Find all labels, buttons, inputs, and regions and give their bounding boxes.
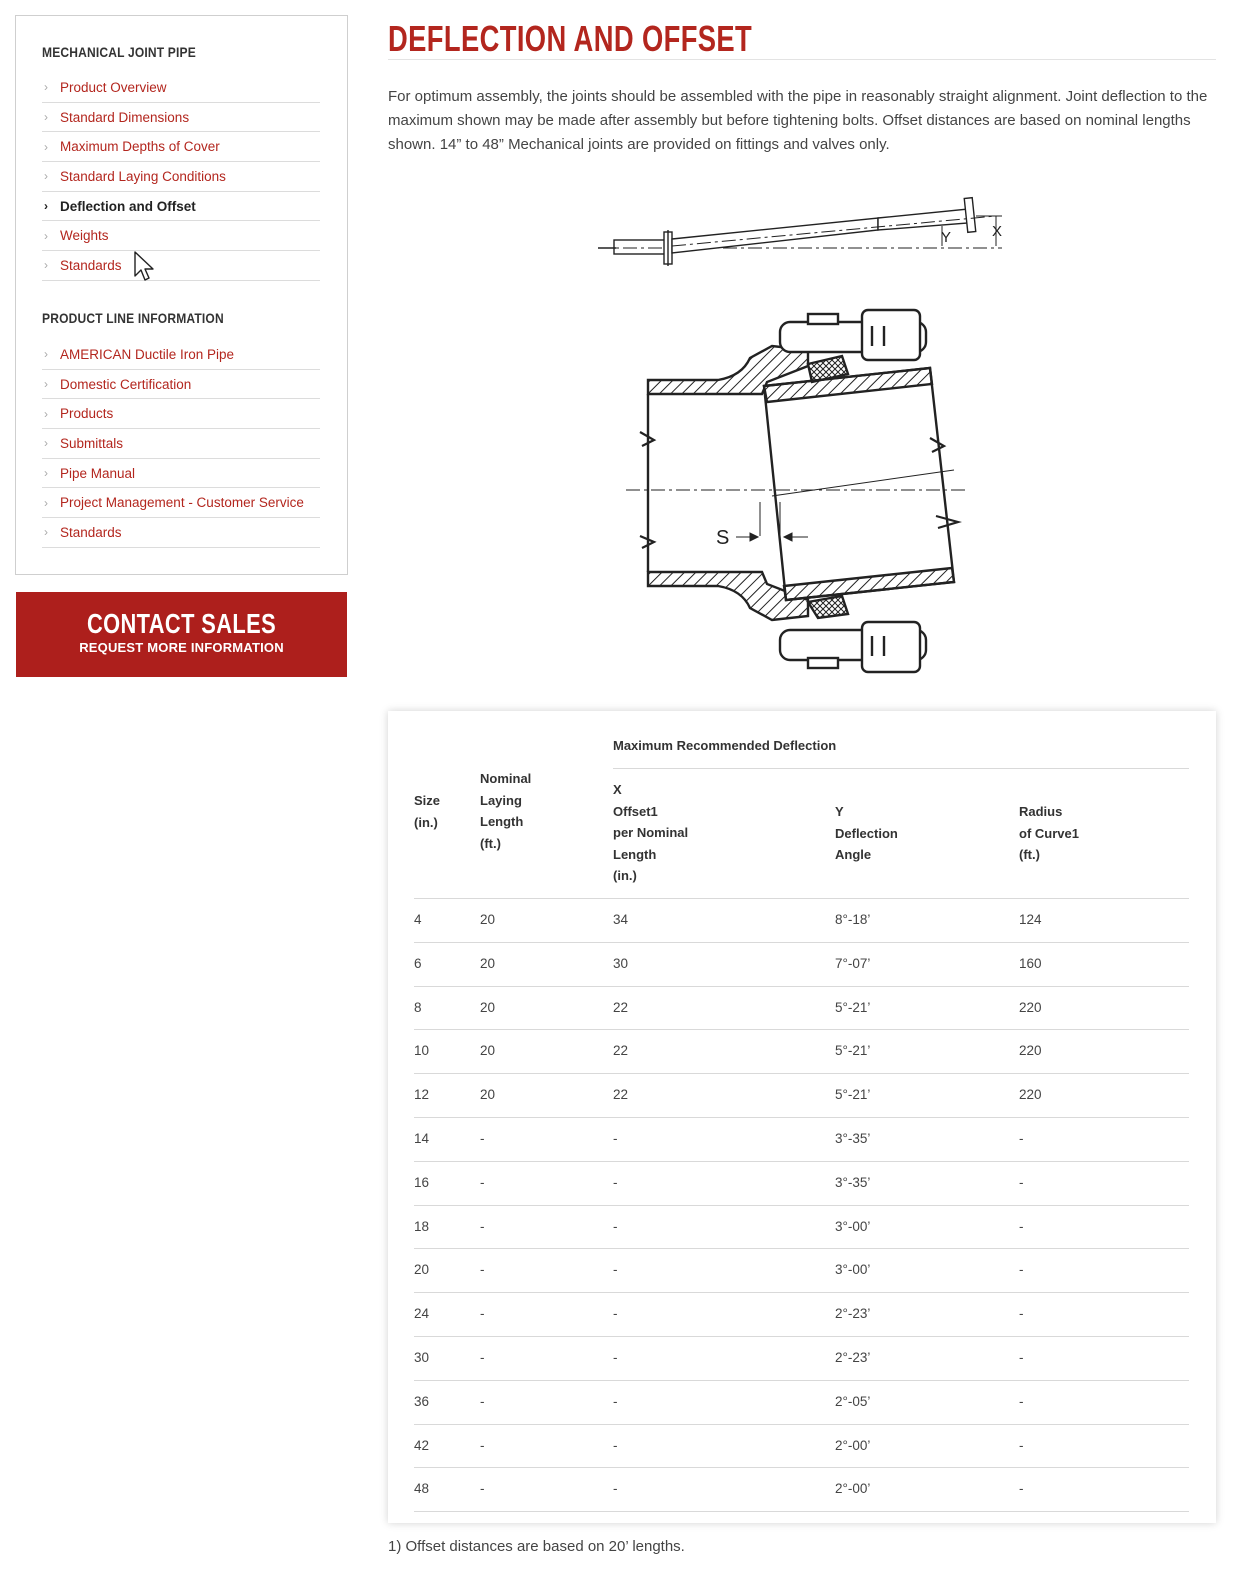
cell-deflection-angle: 2°-00’: [835, 1481, 871, 1497]
column-header-deflection-angle: [835, 801, 898, 866]
chevron-right-icon: ›: [44, 228, 48, 243]
column-header-line: of Curve1: [1019, 825, 1079, 841]
column-header-line: Size: [414, 793, 441, 808]
cell-offset: 34: [613, 912, 629, 927]
sidebar-item-label: AMERICAN Ductile Iron Pipe: [60, 346, 235, 362]
sidebar-item-label: Product Overview: [60, 79, 167, 95]
cell-size: 20: [414, 1262, 430, 1278]
cell-offset: -: [613, 1437, 618, 1453]
cell-radius: -: [1019, 1437, 1024, 1453]
column-header-line: per Nominal: [613, 825, 689, 841]
cell-laying-length: -: [480, 1437, 485, 1453]
contact-sales-button[interactable]: [16, 592, 347, 677]
sidebar-item-label: Deflection and Offset: [60, 198, 196, 214]
cell-radius: -: [1019, 1131, 1024, 1146]
sidebar-item-label: Maximum Depths of Cover: [60, 139, 220, 155]
column-header-line: Laying: [480, 792, 522, 808]
cell-laying-length: -: [480, 1393, 485, 1409]
table-group-header: Maximum Recommended Deflection: [613, 738, 837, 753]
chevron-right-icon: ›: [44, 525, 48, 540]
cell-size: 30: [414, 1350, 430, 1365]
sidebar-item-label: Standards: [60, 257, 122, 273]
sidebar-item-domestic-certification[interactable]: [42, 370, 320, 400]
chevron-right-icon: ›: [44, 436, 48, 451]
table-row: [414, 1292, 1189, 1336]
cell-radius: 220: [1019, 999, 1042, 1015]
cell-offset: -: [613, 1174, 618, 1190]
sidebar-item-project-management-customer-service[interactable]: [42, 488, 320, 518]
cell-deflection-angle: 7°-07’: [835, 955, 871, 971]
chevron-right-icon: ›: [44, 110, 48, 125]
sidebar-section-title-product-line: PRODUCT LINE INFORMATION: [42, 310, 224, 326]
cell-offset: -: [613, 1218, 618, 1234]
cell-laying-length: -: [480, 1174, 485, 1190]
cell-size: 4: [414, 912, 422, 927]
mouse-pointer-icon: [133, 250, 155, 282]
column-header-line: (in.): [414, 814, 438, 830]
cell-size: 12: [414, 1087, 430, 1103]
column-header-line: Angle: [835, 847, 872, 863]
sidebar-item-submittals[interactable]: [42, 429, 320, 459]
cell-laying-length: -: [480, 1306, 485, 1322]
chevron-right-icon: ›: [44, 495, 48, 510]
chevron-right-icon: ›: [44, 466, 48, 481]
cell-size: 48: [414, 1481, 430, 1497]
diagram-label-y: Y: [941, 229, 952, 246]
cell-radius: -: [1019, 1218, 1024, 1234]
sidebar-item-label: Weights: [60, 228, 109, 244]
table-row: [414, 1424, 1189, 1468]
column-header-line: Nominal: [480, 771, 532, 786]
cell-radius: -: [1019, 1306, 1024, 1322]
cell-radius: -: [1019, 1481, 1024, 1497]
sidebar-item-label: Standard Dimensions: [60, 109, 190, 125]
title-divider: [388, 59, 1216, 60]
sidebar-item-product-overview[interactable]: [42, 73, 320, 103]
intro-paragraph: For optimum assembly, the joints should be assembled with the pipe in reasonably straight alignment. Joint deflection to the maximum shown may be made after assembly but before tightening bolts. Offset distances are based on nominal lengths shown. 14” to 48” Mechanical joints are provided on fittings and valves only.: [388, 88, 1208, 153]
cell-size: 42: [414, 1437, 430, 1453]
column-header-line: Y: [835, 804, 844, 819]
cell-radius: -: [1019, 1174, 1024, 1190]
cell-radius: -: [1019, 1350, 1024, 1365]
chevron-right-icon: ›: [44, 199, 48, 214]
sidebar-item-label: Domestic Certification: [60, 376, 192, 392]
cell-radius: 124: [1019, 912, 1042, 927]
table-row: [414, 1380, 1189, 1424]
cell-offset: -: [613, 1306, 618, 1322]
chevron-right-icon: ›: [44, 258, 48, 273]
table-row: [414, 1117, 1189, 1161]
cell-size: 18: [414, 1218, 430, 1234]
cell-offset: 30: [613, 955, 629, 971]
sidebar-item-standards[interactable]: [42, 251, 320, 281]
contact-sales-title: CONTACT SALES: [86, 608, 277, 639]
sidebar-item-american-ductile-iron-pipe[interactable]: [42, 340, 320, 370]
table-row: [414, 1073, 1189, 1117]
cell-radius: 220: [1019, 1043, 1042, 1059]
table-footnote: 1) Offset distances are based on 20’ lengths.: [388, 1538, 685, 1555]
cell-size: 36: [414, 1393, 430, 1409]
column-header-line: (ft.): [480, 835, 501, 851]
table-row: [414, 1029, 1189, 1073]
sidebar-item-weights[interactable]: [42, 221, 320, 251]
sidebar-item-standard-laying-conditions[interactable]: [42, 162, 320, 192]
sidebar-item-label: Submittals: [60, 435, 124, 451]
column-header-offset: [613, 779, 688, 887]
column-header-line: (in.): [613, 868, 637, 884]
cell-radius: -: [1019, 1393, 1024, 1409]
cell-deflection-angle: 3°-00’: [835, 1218, 871, 1234]
diagram-label-s: S: [716, 527, 730, 549]
joint-cross-section-diagram: [622, 306, 972, 676]
cell-deflection-angle: 2°-05’: [835, 1393, 871, 1409]
cell-size: 16: [414, 1174, 430, 1190]
sidebar-section-title-mechanical: MECHANICAL JOINT PIPE: [42, 44, 196, 60]
column-header-line: Length: [480, 814, 524, 830]
cell-deflection-angle: 3°-00’: [835, 1262, 871, 1278]
cell-laying-length: -: [480, 1262, 485, 1278]
cell-deflection-angle: 2°-00’: [835, 1437, 871, 1453]
column-header-size: [414, 790, 440, 833]
sidebar-list-mechanical: [42, 73, 320, 281]
chevron-right-icon: ›: [44, 169, 48, 184]
sidebar-item-products[interactable]: [42, 399, 320, 429]
cell-laying-length: 20: [480, 912, 496, 927]
cell-laying-length: 20: [480, 955, 496, 971]
column-header-line: Length: [613, 846, 657, 862]
cell-deflection-angle: 2°-23’: [835, 1350, 871, 1365]
sidebar-item-label: Standard Laying Conditions: [60, 168, 226, 184]
table-bottom-border: [414, 1511, 1189, 1512]
column-header-laying-length: [480, 768, 531, 854]
cell-offset: 22: [613, 1087, 629, 1103]
cell-deflection-angle: 5°-21’: [835, 1087, 871, 1103]
sidebar-item-standards[interactable]: [42, 518, 320, 548]
cell-offset: -: [613, 1131, 618, 1146]
cell-deflection-angle: 3°-35’: [835, 1131, 871, 1146]
cell-offset: 22: [613, 999, 629, 1015]
sidebar-item-pipe-manual[interactable]: [42, 459, 320, 489]
cell-size: 6: [414, 955, 422, 971]
sidebar-nav: [15, 15, 348, 575]
column-header-line: X: [613, 782, 622, 797]
cell-radius: 160: [1019, 955, 1042, 971]
sidebar-item-standard-dimensions[interactable]: [42, 103, 320, 133]
column-header-line: Deflection: [835, 825, 898, 841]
cell-size: 10: [414, 1043, 430, 1059]
cell-deflection-angle: 3°-35’: [835, 1174, 871, 1190]
cell-offset: -: [613, 1481, 618, 1497]
cell-radius: 220: [1019, 1087, 1042, 1103]
cell-deflection-angle: 5°-21’: [835, 1043, 871, 1059]
column-header-line: (ft.): [1019, 847, 1040, 863]
sidebar-item-deflection-and-offset[interactable]: [42, 192, 320, 222]
cell-laying-length: -: [480, 1350, 485, 1365]
cell-laying-length: 20: [480, 999, 496, 1015]
cell-radius: -: [1019, 1262, 1024, 1278]
sidebar-list-product-line: [42, 340, 320, 548]
table-row: [414, 942, 1189, 986]
cell-laying-length: -: [480, 1481, 485, 1497]
cell-deflection-angle: 8°-18’: [835, 912, 871, 927]
chevron-right-icon: ›: [44, 80, 48, 95]
cell-offset: 22: [613, 1043, 629, 1059]
chevron-right-icon: ›: [44, 406, 48, 421]
table-row: [414, 1205, 1189, 1249]
table-row: [414, 1248, 1189, 1292]
cell-laying-length: -: [480, 1218, 485, 1234]
chevron-right-icon: ›: [44, 139, 48, 154]
cell-offset: -: [613, 1350, 618, 1365]
column-header-radius-of-curve: [1019, 801, 1079, 866]
table-row: [414, 986, 1189, 1030]
cell-offset: -: [613, 1262, 618, 1278]
cell-laying-length: -: [480, 1131, 485, 1146]
sidebar-item-label: Products: [60, 406, 114, 422]
sidebar-item-label: Pipe Manual: [60, 465, 136, 481]
table-row: [414, 1161, 1189, 1205]
cell-deflection-angle: 5°-21’: [835, 999, 871, 1015]
table-row: [414, 1336, 1189, 1380]
chevron-right-icon: ›: [44, 377, 48, 392]
table-row: [414, 1467, 1189, 1511]
contact-sales-subtitle: REQUEST MORE INFORMATION: [79, 640, 284, 655]
cell-deflection-angle: 2°-23’: [835, 1306, 871, 1322]
page-title: DEFLECTION AND OFFSET: [388, 18, 753, 59]
cell-size: 8: [414, 999, 422, 1015]
cell-size: 24: [414, 1306, 430, 1322]
sidebar-item-label: Project Management - Customer Service: [60, 495, 304, 511]
column-header-line: Radius: [1019, 804, 1063, 819]
chevron-right-icon: ›: [44, 347, 48, 362]
table-group-header-divider: [613, 768, 1189, 769]
cell-size: 14: [414, 1131, 430, 1146]
pipe-deflection-diagram: [596, 196, 1008, 270]
cell-offset: -: [613, 1393, 618, 1409]
diagram-label-x: X: [992, 223, 1003, 240]
table-row: [414, 898, 1189, 942]
cell-laying-length: 20: [480, 1087, 496, 1103]
sidebar-item-label: Standards: [60, 524, 122, 540]
column-header-line: Offset1: [613, 803, 658, 819]
sidebar-item-maximum-depths-of-cover[interactable]: [42, 132, 320, 162]
cell-laying-length: 20: [480, 1043, 496, 1059]
